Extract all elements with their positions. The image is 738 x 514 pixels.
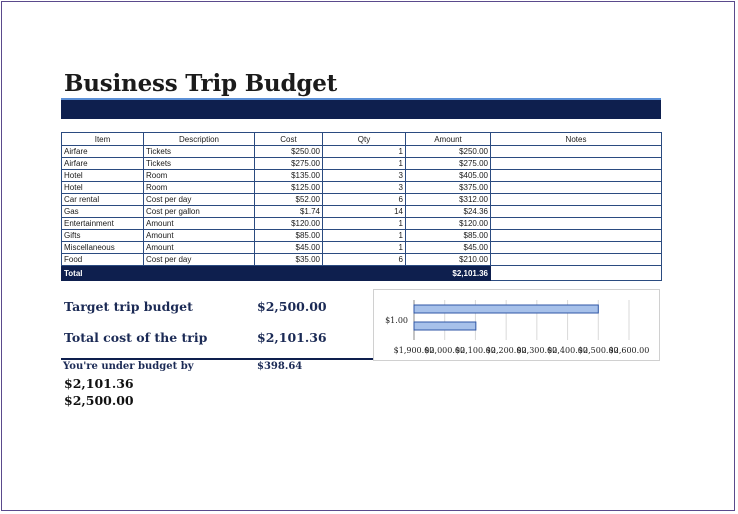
col-header-description: Description [144,133,255,146]
cell-amount[interactable]: $312.00 [406,194,491,206]
cell-notes[interactable] [491,170,662,182]
chart-tick-label: $2,600.00 [608,346,650,355]
cell-description[interactable]: Room [144,182,255,194]
cell-amount[interactable]: $405.00 [406,170,491,182]
cell-qty[interactable]: 1 [323,218,406,230]
budget-comparison-chart [373,289,660,361]
total-empty [144,266,255,281]
table-row [62,254,662,266]
target-budget-value[interactable]: $2,500.00 [257,299,327,314]
cell-description[interactable]: Tickets [144,146,255,158]
chart-tick-label: $2,300.00 [516,346,558,355]
total-label: Total [62,266,144,281]
cell-cost[interactable]: $45.00 [255,242,323,254]
cell-amount[interactable]: $275.00 [406,158,491,170]
table-row [62,206,662,218]
cell-amount[interactable]: $85.00 [406,230,491,242]
col-header-amount: Amount [406,133,491,146]
cell-description[interactable]: Amount [144,218,255,230]
cell-amount[interactable]: $45.00 [406,242,491,254]
total-cost-value: $2,101.36 [257,330,327,345]
cell-amount[interactable]: $120.00 [406,218,491,230]
total-amount: $2,101.36 [406,266,491,281]
total-cost-repeat: $2,101.36 [64,376,134,391]
total-empty [255,266,323,281]
cell-notes[interactable] [491,218,662,230]
cell-qty[interactable]: 3 [323,182,406,194]
cell-description[interactable]: Cost per day [144,254,255,266]
cell-item[interactable]: Entertainment [62,218,144,230]
cell-qty[interactable]: 1 [323,146,406,158]
target-budget-repeat: $2,500.00 [64,393,134,408]
cell-notes[interactable] [491,230,662,242]
cell-notes[interactable] [491,194,662,206]
table-row [62,158,662,170]
col-header-item: Item [62,133,144,146]
cell-amount[interactable]: $375.00 [406,182,491,194]
under-budget-value: $398.64 [257,361,303,372]
under-budget-label: You're under budget by [63,361,194,372]
target-budget-label: Target trip budget [64,299,193,314]
cell-description[interactable]: Cost per gallon [144,206,255,218]
cell-qty[interactable]: 6 [323,194,406,206]
cell-notes[interactable] [491,158,662,170]
cell-notes[interactable] [491,182,662,194]
cell-cost[interactable]: $52.00 [255,194,323,206]
cell-amount[interactable]: $210.00 [406,254,491,266]
cell-cost[interactable]: $125.00 [255,182,323,194]
table-row [62,194,662,206]
cell-item[interactable]: Miscellaneous [62,242,144,254]
cell-notes[interactable] [491,146,662,158]
chart-tick-label: $2,200.00 [485,346,527,355]
cell-item[interactable]: Airfare [62,158,144,170]
table-row [62,218,662,230]
cell-cost[interactable]: $250.00 [255,146,323,158]
page-title: Business Trip Budget [64,70,338,97]
cell-item[interactable]: Airfare [62,146,144,158]
cell-cost[interactable]: $275.00 [255,158,323,170]
cell-notes[interactable] [491,254,662,266]
cell-qty[interactable]: 1 [323,230,406,242]
col-header-cost: Cost [255,133,323,146]
table-row [62,230,662,242]
col-header-notes: Notes [491,133,662,146]
cell-cost[interactable]: $1.74 [255,206,323,218]
chart-tick-label: $2,100.00 [455,346,496,355]
cell-cost[interactable]: $135.00 [255,170,323,182]
table-row [62,170,662,182]
cell-cost[interactable]: $120.00 [255,218,323,230]
cell-cost[interactable]: $35.00 [255,254,323,266]
total-notes-cell[interactable] [491,266,662,281]
cell-amount[interactable]: $250.00 [406,146,491,158]
total-empty [323,266,406,281]
cell-qty[interactable]: 1 [323,242,406,254]
cell-item[interactable]: Gifts [62,230,144,242]
chart-bar [414,322,476,330]
chart-tick-label: $2,400.00 [547,346,588,355]
cell-qty[interactable]: 3 [323,170,406,182]
table-row [62,146,662,158]
cell-qty[interactable]: 14 [323,206,406,218]
col-header-qty: Qty [323,133,406,146]
cell-description[interactable]: Amount [144,242,255,254]
total-cost-label: Total cost of the trip [64,330,208,345]
cell-qty[interactable]: 6 [323,254,406,266]
cell-notes[interactable] [491,242,662,254]
total-row [62,266,662,281]
chart-svg [374,290,661,362]
cell-cost[interactable]: $85.00 [255,230,323,242]
table-header-row [62,133,662,146]
table-body [62,146,662,281]
cell-description[interactable]: Tickets [144,158,255,170]
chart-category-label: $1.00 [385,316,408,325]
cell-notes[interactable] [491,206,662,218]
table-row [62,242,662,254]
cell-item[interactable]: Hotel [62,182,144,194]
budget-table [61,132,662,281]
title-underline-band [61,98,661,119]
cell-qty[interactable]: 1 [323,158,406,170]
cell-item[interactable]: Hotel [62,170,144,182]
cell-item[interactable]: Food [62,254,144,266]
cell-amount[interactable]: $24.36 [406,206,491,218]
cell-description[interactable]: Cost per day [144,194,255,206]
chart-bar [414,305,598,313]
cell-item[interactable]: Car rental [62,194,144,206]
cell-description[interactable]: Room [144,170,255,182]
table-row [62,182,662,194]
chart-tick-label: $2,500.00 [577,346,619,355]
summary-divider [61,358,404,360]
cell-description[interactable]: Amount [144,230,255,242]
chart-tick-label: $2,000.00 [424,346,466,355]
chart-tick-label: $1,900.00 [393,346,435,355]
cell-item[interactable]: Gas [62,206,144,218]
